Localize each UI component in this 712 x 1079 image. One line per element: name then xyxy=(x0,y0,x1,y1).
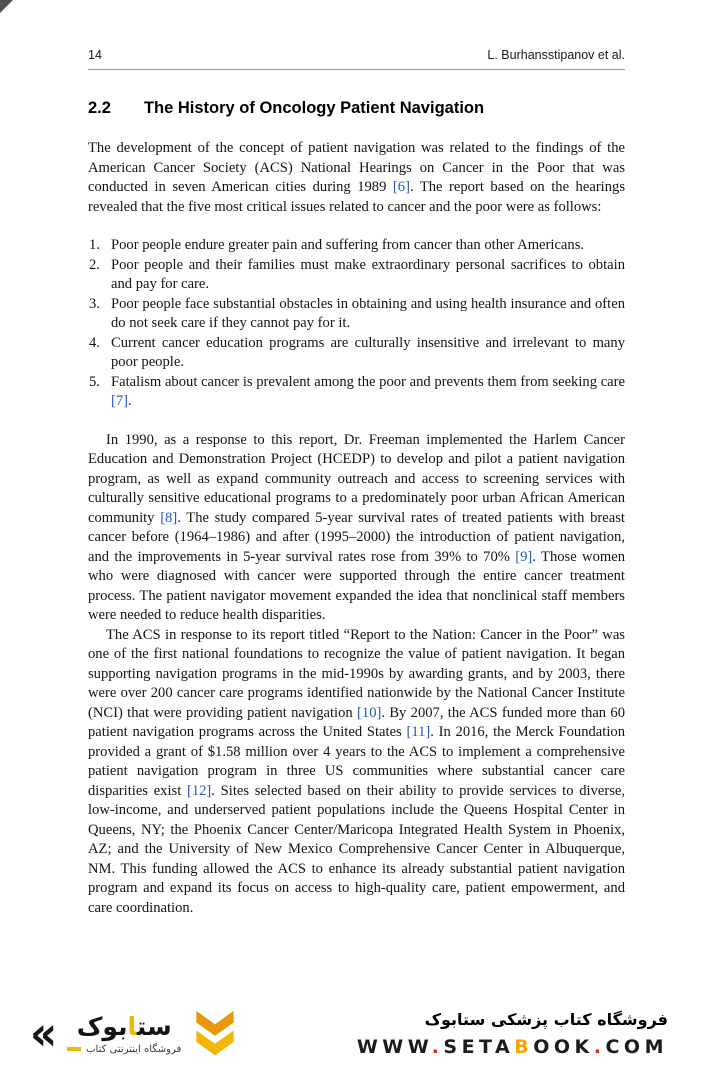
url-segment: . xyxy=(593,1036,606,1058)
wordmark-segment: ا xyxy=(127,1012,137,1042)
citation-link[interactable]: [8] xyxy=(160,509,178,526)
double-chevron-icon xyxy=(191,1009,239,1059)
wordmark-segment: ست xyxy=(136,1012,172,1042)
logo-text-block xyxy=(67,1013,181,1055)
citation-link[interactable]: [10] xyxy=(357,704,382,721)
url-segment: COM xyxy=(605,1036,668,1058)
list-marker: 2. xyxy=(89,256,100,273)
footer-branding-text xyxy=(357,1010,668,1058)
citation-link[interactable]: [7] xyxy=(111,393,129,409)
list-marker: 4. xyxy=(89,334,100,351)
list-item: 4. Current cancer education programs are culturally insensitive and irrelevant to many poor people. xyxy=(89,334,625,370)
footer-url xyxy=(357,1036,668,1058)
logo-subtext-label: فروشگاه اینترنتی کتاب xyxy=(86,1043,182,1055)
list-item: 5. Fatalism about cancer is prevalent among the poor and prevents them from seeking care [7]. xyxy=(89,373,625,409)
page-number: 14 xyxy=(88,48,102,62)
list-marker: 1. xyxy=(89,237,100,253)
list-marker: 5. xyxy=(89,373,100,390)
logo-accent-bar xyxy=(67,1047,81,1051)
footer-tagline: فروشگاه کتاب پزشکی ستابوک xyxy=(424,1010,668,1029)
running-header xyxy=(88,48,625,70)
setabook-logo xyxy=(30,1006,239,1061)
body-paragraphs xyxy=(88,431,625,919)
list-marker: 3. xyxy=(89,295,100,312)
url-segment: OOK xyxy=(533,1036,594,1058)
wordmark-segment: بوک xyxy=(76,1012,128,1042)
list-item: 1. Poor people endure greater pain and suffering from cancer than other Americans. xyxy=(88,236,625,256)
section-heading xyxy=(88,99,625,118)
list-item: 2. Poor people and their families must make extraordinary personal sacrifices to obtain and pay for care. xyxy=(89,256,625,292)
logo-subtext-row xyxy=(67,1044,181,1055)
paragraph: In 1990, as a response to this report, Dr. Freeman implemented the Harlem Cancer Education and Demonstration Project (HCEDP) to develop and pilot a patient navigation program, as well as expand community outreach and access to screening services with culturally sensitive educational programs to a predominately poor urban African American community [8]. The study compared 5-year survival rates of treated patients with breast cancer before (1964–1986) and after (1995–2000) the introduction of patient navigation, and the improvements in 5-year survival rates rose from 39% to 70% [9]. Those women who were diagnosed with cancer were supported through the entire cancer treatment process. The patient navigator movement expanded the idea that nonclinical staff members were needed to reduce health disparities. xyxy=(88,431,625,623)
citation-link[interactable]: [6] xyxy=(392,179,410,195)
critical-issues-list xyxy=(88,236,625,412)
footer-watermark xyxy=(0,995,712,1079)
paragraph: The ACS in response to its report titled “Report to the Nation: Cancer in the Poor” was one of the first national foundations to recognize the value of patient navigation. It began supporting navigation programs in the mid-1990s by awarding grants, and by 2003, there were over 200 cancer care programs identified nationwide by the National Cancer Institute (NCI) that were providing patient navigation [10]. By 2007, the ACS funded more than 60 patient navigation programs across the United States [11]. In 2016, the Merck Foundation provided a grant of $1.58 million over 4 years to the ACS to implement a comprehensive patient navigation program in three US communities where substantial cancer care disparities exist [12]. Sites selected based on their ability to provide services to diverse, low-income, and underserved patient populations include the Queens Hospital Center in Queens, NY; the Phoenix Cancer Center/Maricopa Integrated Health System in Phoenix, AZ; and the University of New Mexico Comprehensive Cancer Center in Albuquerque, NM. This funding allowed the ACS to enhance its already substantial patient navigation program and expand its focus on access to high-quality care, patient empowerment, and care coordination. xyxy=(88,626,625,916)
section-number: 2.2 xyxy=(88,99,111,117)
logo-wordmark xyxy=(77,1013,172,1041)
citation-link[interactable]: [12] xyxy=(186,782,212,799)
url-segment: WWW xyxy=(356,1036,432,1058)
citation-link[interactable]: [9] xyxy=(515,548,533,565)
logo-chevron-icon: « xyxy=(30,1006,58,1061)
section-title: The History of Oncology Patient Navigation xyxy=(143,99,485,117)
running-title: L. Burhansstipanov et al. xyxy=(487,48,625,62)
citation-link[interactable]: [11] xyxy=(406,724,431,740)
url-segment: SETA xyxy=(443,1036,515,1058)
url-segment: . xyxy=(431,1036,444,1058)
list-item: 3. Poor people face substantial obstacles in obtaining and using health insurance and often do not seek care if they cannot pay for it. xyxy=(89,295,625,331)
url-segment: B xyxy=(514,1036,534,1058)
paragraph-intro: The development of the concept of patient navigation was related to the findings of the American Cancer Society (ACS) National Hearings on Cancer in the Poor that was conducted in seven American cities during 1989 [6]. The report based on the hearings revealed that the five most critical issues related to cancer and the poor were as follows: xyxy=(88,140,626,215)
